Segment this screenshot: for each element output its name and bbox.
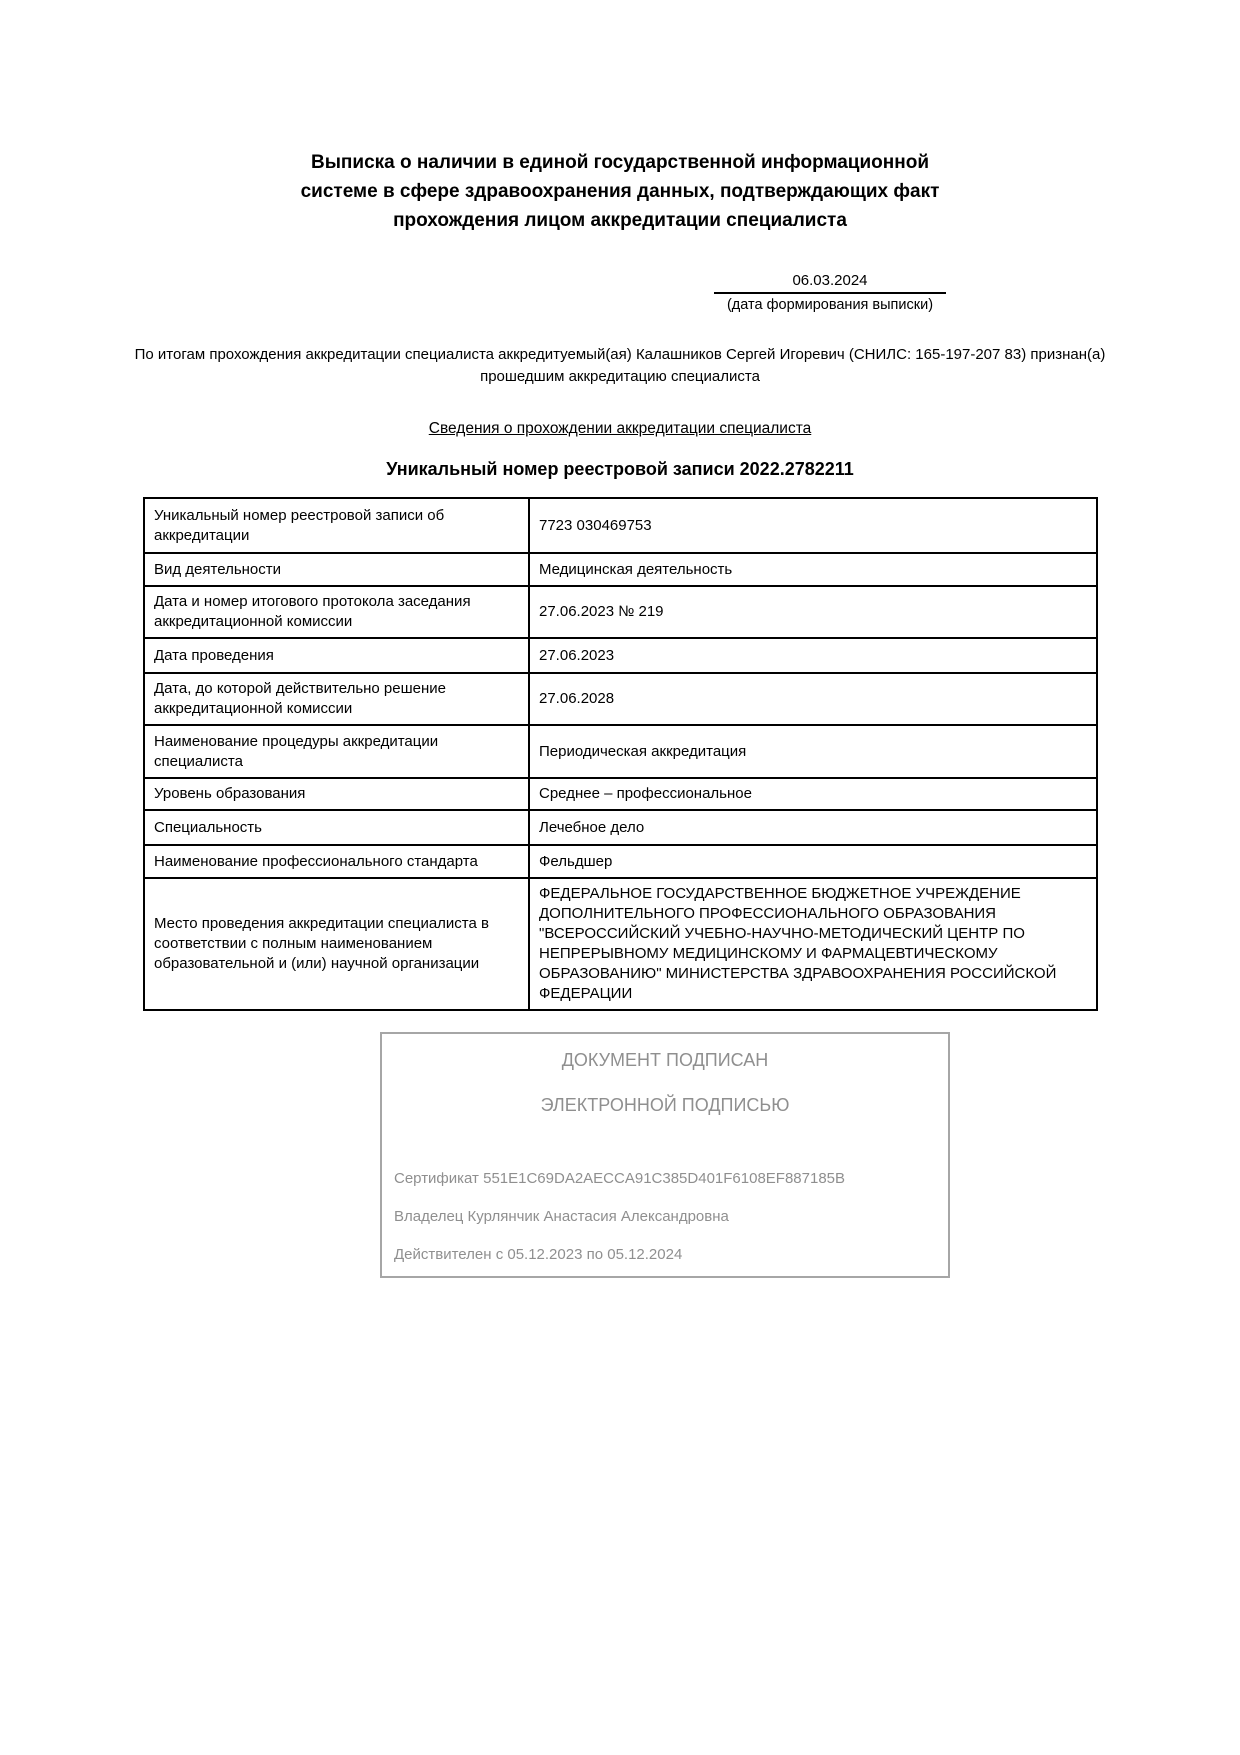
table-row xyxy=(144,673,1097,725)
row-label: Наименование профессионального стандарта xyxy=(144,845,529,878)
row-label: Дата и номер итогового протокола заседания аккредитационной комиссии xyxy=(144,586,529,638)
signature-owner: Владелец Курлянчик Анастасия Александровна xyxy=(394,1208,729,1225)
row-value: Медицинская деятельность xyxy=(529,553,1097,586)
table-row xyxy=(144,845,1097,878)
accreditation-intro-paragraph: По итогам прохождения аккредитации специалиста аккредитуемый(ая) Калашников Сергей Игоревич (СНИЛС: 165-197-207 83) признан(а) прошедшим аккредитацию специалиста xyxy=(134,346,1106,385)
document-title xyxy=(0,148,1240,235)
section-heading: Сведения о прохождении аккредитации специалиста xyxy=(428,420,812,437)
electronic-signature-stamp xyxy=(380,1032,950,1278)
row-value: 27.06.2023 xyxy=(529,638,1097,673)
extract-date-caption: (дата формирования выписки) xyxy=(726,297,934,313)
table-row xyxy=(144,586,1097,638)
extract-date-value: 06.03.2024 xyxy=(714,272,946,294)
row-label: Дата проведения xyxy=(144,638,529,673)
accreditation-details-table xyxy=(143,497,1098,1011)
table-row xyxy=(144,810,1097,845)
document-title-line-3: прохождения лицом аккредитации специалиста xyxy=(393,210,847,231)
row-label: Уровень образования xyxy=(144,778,529,810)
table-row xyxy=(144,725,1097,778)
signature-title-line-1: ДОКУМЕНТ ПОДПИСАН xyxy=(561,1050,769,1070)
table-row xyxy=(144,878,1097,1010)
row-value: Лечебное дело xyxy=(529,810,1097,845)
table-row xyxy=(144,638,1097,673)
document-title-line-2: системе в сфере здравоохранения данных, подтверждающих факт xyxy=(300,181,940,202)
registry-number-heading: Уникальный номер реестровой записи 2022.2782211 xyxy=(386,459,854,479)
signature-title-line-2: ЭЛЕКТРОННОЙ ПОДПИСЬЮ xyxy=(540,1095,790,1115)
row-label: Специальность xyxy=(144,810,529,845)
table-row xyxy=(144,498,1097,553)
row-label: Вид деятельности xyxy=(144,553,529,586)
row-value: Периодическая аккредитация xyxy=(529,725,1097,778)
row-label: Наименование процедуры аккредитации специалиста xyxy=(144,725,529,778)
row-value: Фельдшер xyxy=(529,845,1097,878)
signature-details xyxy=(394,1170,936,1263)
row-label: Дата, до которой действительно решение аккредитационной комиссии xyxy=(144,673,529,725)
table-row xyxy=(144,778,1097,810)
row-value: 7723 030469753 xyxy=(529,498,1097,553)
row-value: Среднее – профессиональное xyxy=(529,778,1097,810)
signature-stamp-title xyxy=(394,1048,936,1118)
row-value: 27.06.2028 xyxy=(529,673,1097,725)
table-row xyxy=(144,553,1097,586)
signature-validity: Действителен с 05.12.2023 по 05.12.2024 xyxy=(394,1246,683,1263)
row-label: Место проведения аккредитации специалиста в соответствии с полным наименованием образовательной и (или) научной организации xyxy=(144,878,529,1010)
signature-certificate: Сертификат 551E1C69DA2AECCA91C385D401F6108EF887185B xyxy=(394,1170,846,1187)
row-value: 27.06.2023 № 219 xyxy=(529,586,1097,638)
row-value: ФЕДЕРАЛЬНОЕ ГОСУДАРСТВЕННОЕ БЮДЖЕТНОЕ УЧРЕЖДЕНИЕ ДОПОЛНИТЕЛЬНОГО ПРОФЕССИОНАЛЬНОГО ОБРАЗОВАНИЯ "ВСЕРОССИЙСКИЙ УЧЕБНО-НАУЧНО-МЕТОДИЧЕСКИЙ ЦЕНТР ПО НЕПРЕРЫВНОМУ МЕДИЦИНСКОМУ И ФАРМАЦЕВТИЧЕСКОМУ ОБРАЗОВАНИЮ" МИНИСТЕРСТВА ЗДРАВООХРАНЕНИЯ РОССИЙСКОЙ ФЕДЕРАЦИИ xyxy=(529,878,1097,1010)
row-label: Уникальный номер реестровой записи об аккредитации xyxy=(144,498,529,553)
document-title-line-1: Выписка о наличии в единой государственной информационной xyxy=(310,152,930,173)
extract-date-block xyxy=(714,272,946,313)
